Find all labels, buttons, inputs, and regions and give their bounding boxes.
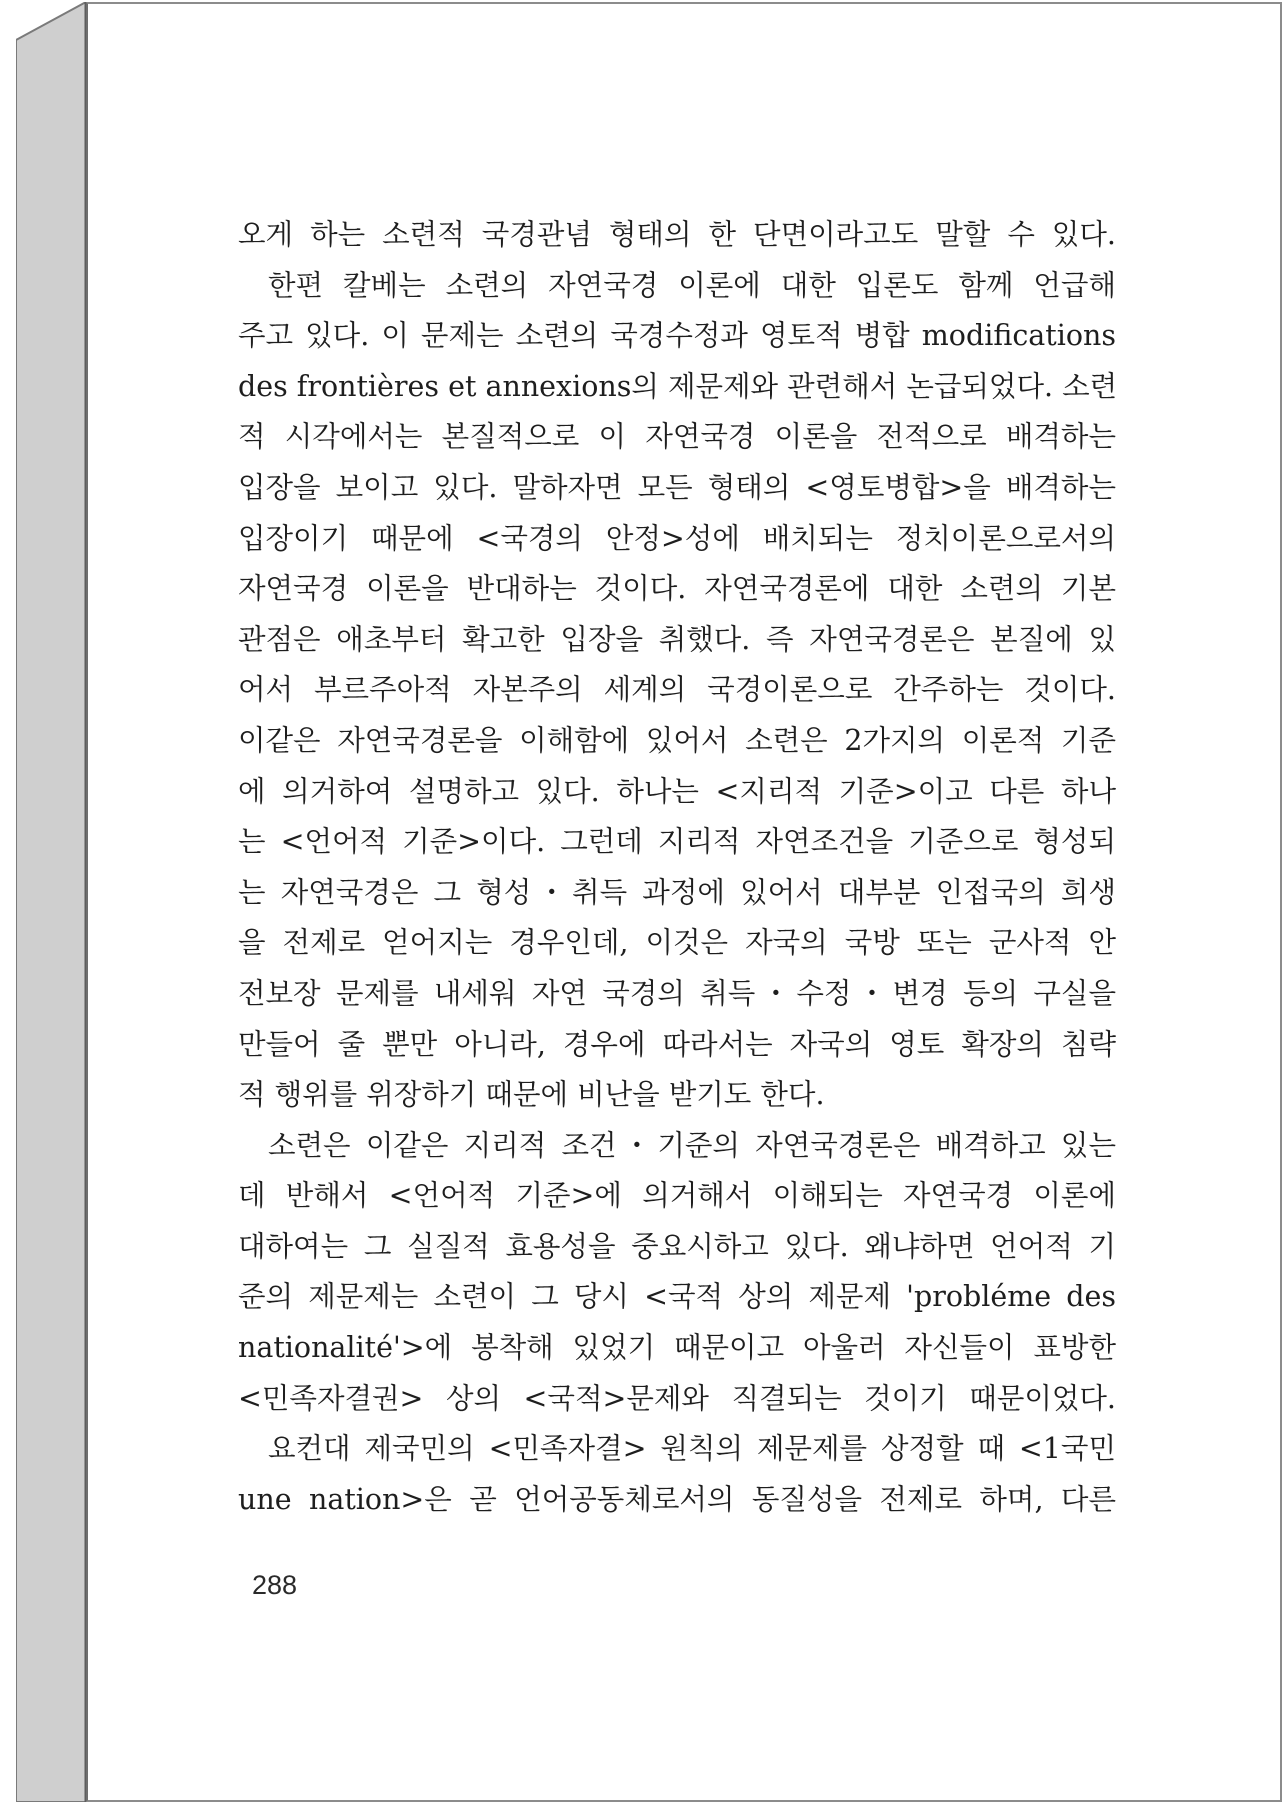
body-text	[238, 210, 1116, 1525]
text-line-1: 오게 하는 소련적 국경관념 형태의 한 단면이라고도 말할 수 있다.	[238, 218, 1116, 251]
text-line-23: nationalité'>에 봉착해 있었기 때문이고 아울러 자신들이 표방한	[238, 1331, 1116, 1365]
text-line-9: 관점은 애초부터 확고한 입장을 취했다. 즉 자연국경론은 본질에 있	[238, 622, 1116, 656]
text-line-26: une nation>은 곧 언어공동체로서의 동질성을 전제로 하며, 다른	[238, 1482, 1116, 1516]
text-line-11: 이같은 자연국경론을 이해함에 있어서 소련은 2가지의 이론적 기준	[238, 723, 1116, 757]
text-line-7: 입장이기 때문에 <국경의 안정>성에 배치되는 정치이론으로서의	[238, 521, 1116, 555]
text-line-21: 대하여는 그 실질적 효용성을 중요시하고 있다. 왜냐하면 언어적 기	[238, 1229, 1116, 1263]
text-line-6: 입장을 보이고 있다. 말하자면 모든 형태의 <영토병합>을 배격하는	[238, 470, 1116, 504]
text-line-16: 전보장 문제를 내세워 자연 국경의 취득・수정・변경 등의 구실을	[238, 976, 1116, 1010]
text-line-18: 적 행위를 위장하기 때문에 비난을 받기도 한다.	[238, 1078, 825, 1112]
text-line-20: 데 반해서 <언어적 기준>에 의거해서 이해되는 자연국경 이론에	[238, 1179, 1116, 1213]
text-line-12: 에 의거하여 설명하고 있다. 하나는 <지리적 기준>이고 다른 하나	[238, 774, 1116, 808]
text-line-5: 적 시각에서는 본질적으로 이 자연국경 이론을 전적으로 배격하는	[238, 420, 1116, 454]
text-line-8: 자연국경 이론을 반대하는 것이다. 자연국경론에 대한 소련의 기본	[238, 572, 1116, 606]
page-number: 288	[252, 1570, 298, 1600]
text-line-19: 소련은 이같은 지리적 조건・기준의 자연국경론은 배격하고 있는	[268, 1128, 1116, 1162]
text-line-4: des frontières et annexions의 제문제와 관련해서 논급되었다. 소련	[238, 369, 1118, 403]
text-line-17: 만들어 줄 뿐만 아니라, 경우에 따라서는 자국의 영토 확장의 침략	[238, 1027, 1116, 1061]
text-line-2: 한편 칼베는 소련의 자연국경 이론에 대한 입론도 함께 언급해	[268, 268, 1116, 302]
text-line-3: 주고 있다. 이 문제는 소련의 국경수정과 영토적 병합 modifications	[238, 319, 1116, 353]
text-line-25: 요컨대 제국민의 <민족자결> 원칙의 제문제를 상정할 때 <1국민	[268, 1432, 1116, 1466]
text-line-13: 는 <언어적 기준>이다. 그런데 지리적 자연조건을 기준으로 형성되	[238, 825, 1116, 859]
text-line-10: 어서 부르주아적 자본주의 세계의 국경이론으로 간주하는 것이다.	[238, 673, 1116, 707]
book-edge-shadow	[16, 2, 88, 1802]
text-line-14: 는 자연국경은 그 형성・취득 과정에 있어서 대부분 인접국의 희생	[238, 875, 1116, 909]
text-line-22: 준의 제문제는 소련이 그 당시 <국적 상의 제문제 'probléme des	[238, 1280, 1116, 1314]
text-line-24: <민족자결권> 상의 <국적>문제와 직결되는 것이기 때문이었다.	[238, 1381, 1116, 1415]
text-line-15: 을 전제로 얻어지는 경우인데, 이것은 자국의 국방 또는 군사적 안	[238, 926, 1116, 960]
